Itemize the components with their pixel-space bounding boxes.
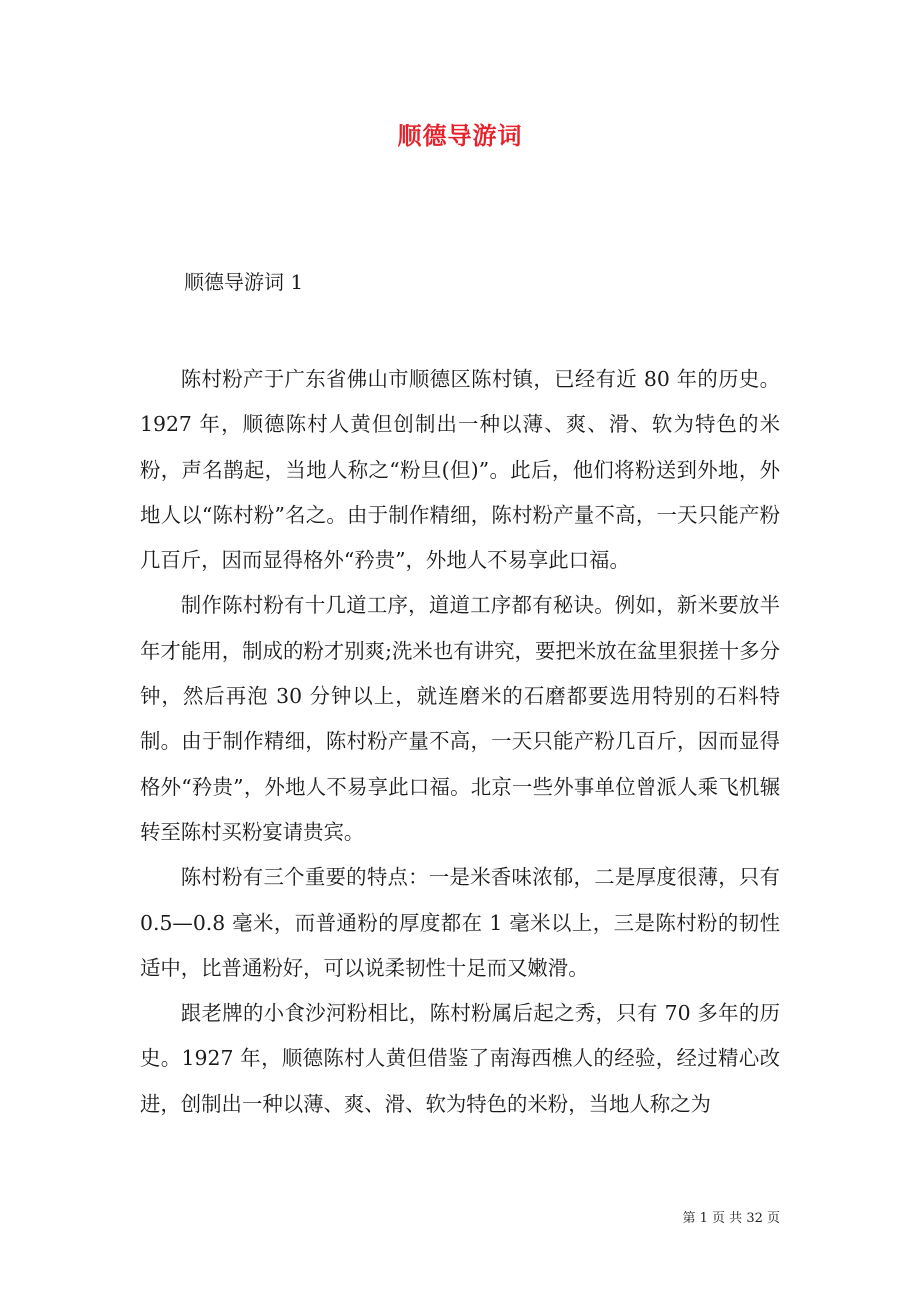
- paragraph: 陈村粉产于广东省佛山市顺德区陈村镇，已经有近 80 年的历史。1927 年，顺德陈村人黄但创制出一种以薄、爽、滑、软为特色的米粉，声名鹊起，当地人称之“粉旦(但)”。此后，他们将粉送到外地，外地人以“陈村粉”名之。由于制作精细，陈村粉产量不高，一天只能产粉几百斤，因而显得格外“矜贵”，外地人不易享此口福。: [140, 367, 780, 573]
- paragraph: 陈村粉有三个重要的特点：一是米香味浓郁，二是厚度很薄，只有 0.5—0.8 毫米，而普通粉的厚度都在 1 毫米以上，三是陈村粉的韧性适中，比普通粉好，可以说柔韧性十足而又嫩滑。: [140, 865, 780, 980]
- section-heading: 顺德导游词 1: [184, 270, 304, 294]
- document-title: 顺德导游词: [397, 122, 523, 150]
- body-text: [140, 357, 780, 1127]
- page-number: 第 1 页 共 32 页: [682, 1211, 780, 1226]
- paragraph: 跟老牌的小食沙河粉相比，陈村粉属后起之秀，只有 70 多年的历史。1927 年，顺德陈村人黄但借鉴了南海西樵人的经验，经过精心改进，创制出一种以薄、爽、滑、软为特色的米粉，当地人称之为: [140, 1001, 780, 1116]
- paragraph: 制作陈村粉有十几道工序，道道工序都有秘诀。例如，新米要放半年才能用，制成的粉才别爽;洗米也有讲究，要把米放在盆里狠搓十多分钟，然后再泡 30 分钟以上，就连磨米的石磨都要选用特别的石料特制。由于制作精细，陈村粉产量不高，一天只能产粉几百斤，因而显得格外“矜贵”，外地人不易享此口福。北京一些外事单位曾派人乘飞机辗转至陈村买粉宴请贵宾。: [140, 593, 780, 844]
